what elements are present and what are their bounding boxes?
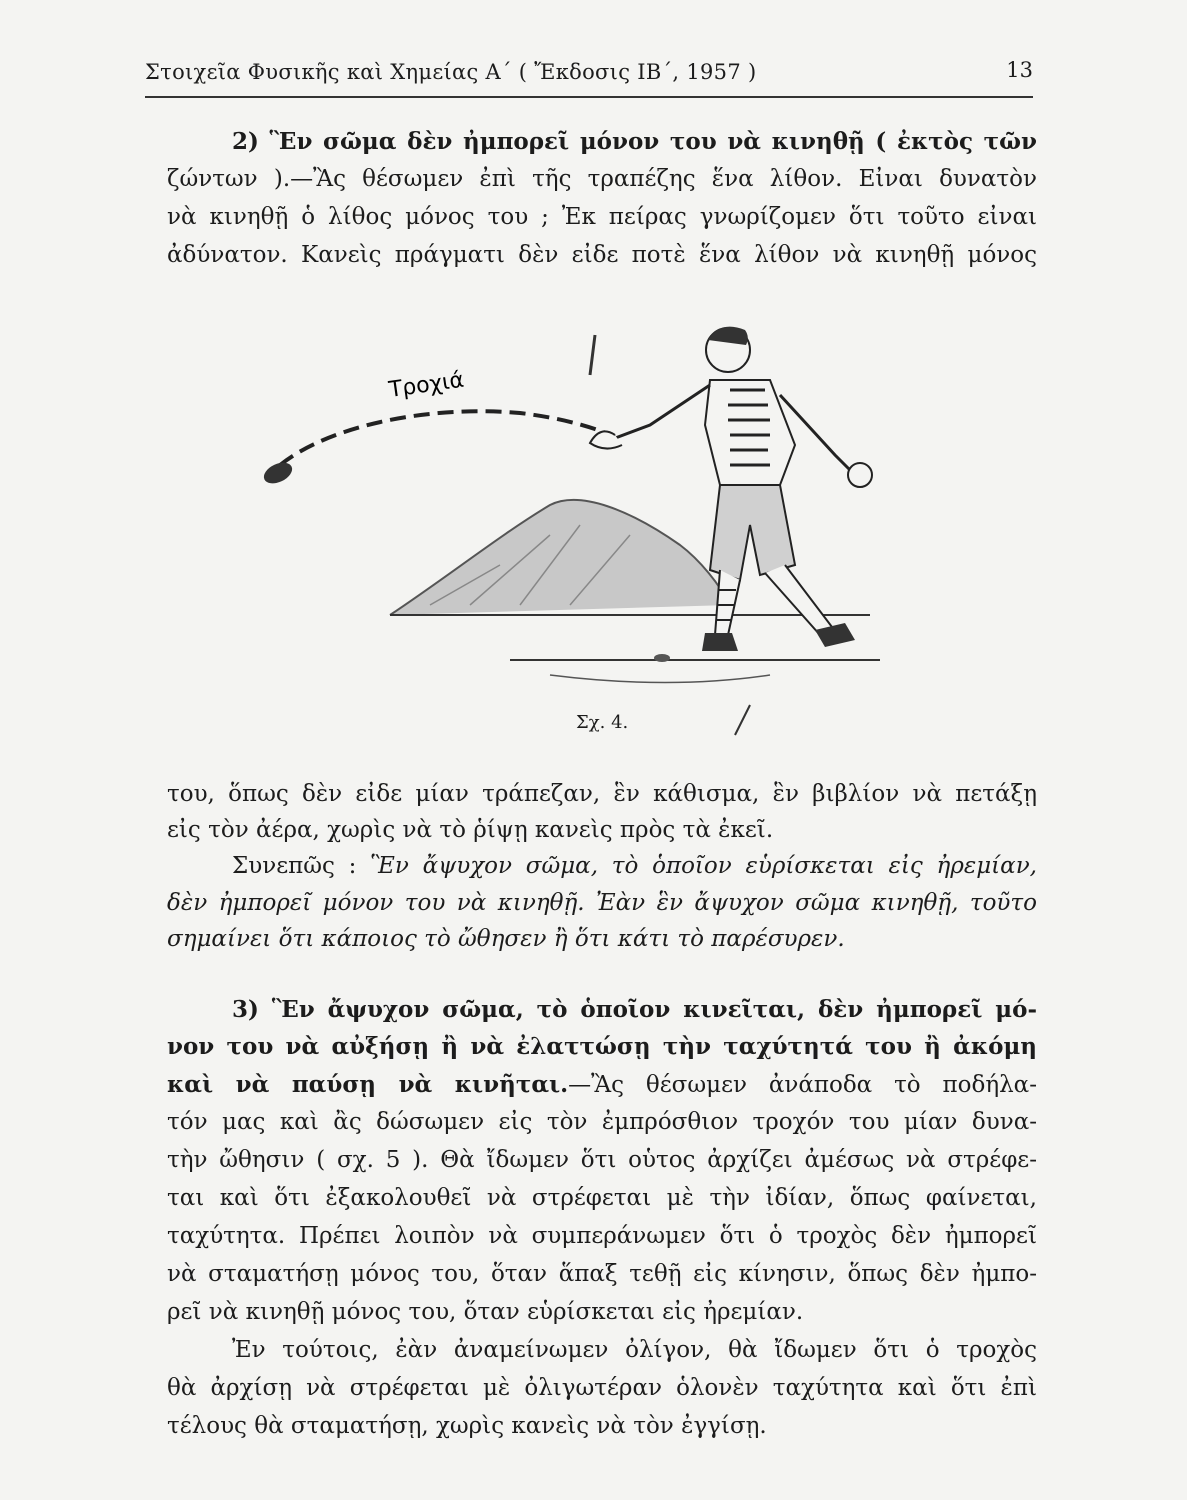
conclusion-lead: Συνεπῶς :	[232, 853, 357, 879]
header-title: Στοιχεῖα Φυσικῆς καὶ Χημείας Α΄ ( Ἔκδοσις ΙΒ΄, 1957 )	[145, 60, 757, 84]
paragraph-line: ταχύτητα. Πρέπει λοιπὸν νὰ συμπεράνωμεν ὅτι ὁ τροχὸς δὲν ἠμπορεῖ	[167, 1223, 1037, 1249]
right-leg-sock	[765, 565, 832, 635]
paragraph-line	[167, 1071, 1037, 1111]
section-3-heading-end: καὶ νὰ παύσῃ νὰ κινῆται.	[167, 1071, 569, 1098]
small-stone-icon	[654, 654, 670, 662]
paragraph-line: του, ὅπως δὲν εἶδε μίαν τράπεζαν, ἓν κάθισμα, ἓν βιβλίον νὰ πετάξῃ	[167, 781, 1037, 807]
trajectory-line	[280, 411, 615, 465]
conclusion-line: δὲν ἠμπορεῖ μόνον του νὰ κινηθῇ. Ἐὰν ἓν ἄψυχον σῶμα κινηθῇ, τοῦτο	[167, 890, 1037, 916]
left-shoe	[702, 633, 738, 651]
hill-shape	[390, 500, 730, 615]
scan-mark	[590, 335, 595, 375]
paragraph-line: ρεῖ νὰ κινηθῇ μόνος του, ὅταν εὑρίσκεται εἰς ἠρεμίαν.	[167, 1299, 804, 1325]
section-2-heading: 2) Ἓν σῶμα δὲν ἠμπορεῖ μόνον του νὰ κινηθῇ ( ἐκτὸς τῶν	[232, 128, 1037, 155]
running-header	[145, 58, 1033, 98]
boy-throwing-illustration	[250, 305, 950, 745]
section-3-heading: 3) Ἓν ἄψυχον σῶμα, τὸ ὁποῖον κινεῖται, δὲν ἠμπορεῖ μό-	[232, 996, 1037, 1023]
paragraph-line: νὰ κινηθῇ ὁ λίθος μόνος του ; Ἐκ πείρας γνωρίζομεν ὅτι τοῦτο εἶναι	[167, 204, 1037, 230]
page-number: 13	[1006, 58, 1033, 82]
paragraph-line: Ἐν τούτοις, ἐὰν ἀναμείνωμεν ὀλίγον, θὰ ἴδωμεν ὅτι ὁ τροχὸς	[232, 1337, 1037, 1363]
figure-caption: Σχ. 4.	[576, 712, 629, 733]
paragraph-line: θὰ ἀρχίσῃ νὰ στρέφεται μὲ ὀλιγωτέραν ὁλονὲν ταχύτητα καὶ ὅτι ἐπὶ	[167, 1375, 1037, 1401]
scan-mark	[735, 705, 750, 735]
paragraph-line: ται καὶ ὅτι ἐξακολουθεῖ νὰ στρέφεται μὲ τὴν ἰδίαν, ὅπως φαίνεται,	[167, 1185, 1037, 1211]
paragraph-line: τέλους θὰ σταματήσῃ, χωρὶς κανεὶς νὰ τὸν ἐγγίσῃ.	[167, 1413, 767, 1439]
throwing-arm	[610, 385, 710, 440]
paragraph-text: —Ἂς θέσωμεν ἀνάποδα τὸ ποδήλα-	[568, 1072, 1037, 1098]
paragraph-line: ἀδύνατον. Κανεὶς πράγματι δὲν εἶδε ποτὲ ἕνα λίθον νὰ κινηθῇ μόνος	[167, 242, 1037, 268]
thrown-stone-icon	[261, 459, 296, 488]
conclusion-line: σημαίνει ὅτι κάποιος τὸ ὤθησεν ἢ ὅτι κάτι τὸ παρέσυρεν.	[167, 926, 845, 952]
paragraph-line: εἰς τὸν ἀέρα, χωρὶς νὰ τὸ ῥίψῃ κανεὶς πρὸς τὰ ἐκεῖ.	[167, 817, 774, 843]
open-hand	[590, 431, 622, 448]
section-3-heading-line: νον του νὰ αὐξήσῃ ἢ νὰ ἐλαττώσῃ τὴν ταχύτητά του ἢ ἀκόμη	[167, 1033, 1037, 1060]
left-leg-sock	[715, 570, 740, 635]
paragraph-line: τόν μας καὶ ἂς δώσωμεν εἰς τὸν ἐμπρόσθιον τροχόν του μίαν δυνα-	[167, 1109, 1037, 1135]
ground-texture	[550, 675, 770, 683]
conclusion-line	[232, 853, 1037, 893]
conclusion-text: Ἓν ἄψυχον σῶμα, τὸ ὁποῖον εὑρίσκεται εἰς ἠρεμίαν,	[370, 853, 1037, 879]
figure-boy-throwing-stone	[250, 305, 950, 745]
paragraph-line: τὴν ὤθησιν ( σχ. 5 ). Θὰ ἴδωμεν ὅτι οὗτος ἀρχίζει ἀμέσως νὰ στρέφε-	[167, 1147, 1037, 1173]
trajectory-label: Τροχιά	[387, 367, 466, 403]
paragraph-line: ζώντων ).—Ἂς θέσωμεν ἐπὶ τῆς τραπέζης ἕνα λίθον. Εἶναι δυνατὸν	[167, 166, 1037, 192]
paragraph-line: νὰ σταματήσῃ μόνος του, ὅταν ἅπαξ τεθῇ εἰς κίνησιν, ὅπως δὲν ἠμπο-	[167, 1261, 1037, 1287]
boy-shorts	[710, 485, 795, 580]
closed-hand	[848, 463, 872, 487]
